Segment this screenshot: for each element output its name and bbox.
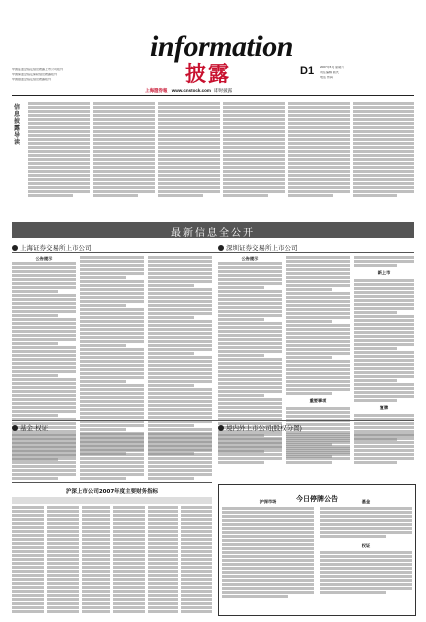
index-table-area — [28, 102, 414, 222]
today-sub-market: 沪深市场 — [259, 499, 277, 504]
masthead-right-1: 2007年5月 星期六 — [320, 66, 345, 69]
heading-important: 重要事项 — [309, 398, 327, 403]
sh-col-2 — [80, 256, 144, 456]
website-suffix: 即时披露 — [214, 88, 233, 93]
section-sh — [12, 243, 92, 252]
hk-col-2 — [286, 433, 350, 465]
hk-col-1 — [218, 433, 282, 465]
heading-new-listing: 新上市 — [377, 270, 391, 275]
index-label: 信息披露导读 — [14, 104, 21, 146]
section-bullet-icon — [218, 425, 224, 431]
today-box — [218, 484, 416, 616]
masthead-note-2: 中国保监会指定保险信息披露报刊 — [12, 73, 58, 76]
section-sh-title: 上海证券交易所上市公司 — [20, 245, 92, 252]
banner-title: 最新信息全公开 — [171, 228, 255, 239]
heading-resume: 复牌 — [379, 405, 389, 410]
section-code: D1 — [300, 65, 315, 77]
banner — [12, 222, 414, 238]
section-bullet-icon — [12, 425, 18, 431]
section-bullet-icon — [218, 245, 224, 251]
report-title: 沪深上市公司2007年度主要财务指标 — [65, 489, 159, 495]
section-sz — [218, 243, 298, 252]
masthead-note-3: 中国银监会指定信息披露报刊 — [12, 78, 52, 81]
section-fund — [12, 423, 48, 432]
hk-col-3 — [354, 433, 414, 465]
heading-notice: 公告提示 — [35, 256, 53, 261]
website-link[interactable]: www.cnstock.com — [171, 88, 211, 93]
masthead-note-1: 中国证监会指定信息披露上市公司报刊 — [12, 68, 64, 71]
paper-logo: 上海證券報 — [145, 88, 168, 93]
fund-col-1 — [12, 433, 76, 481]
paper-logo-strip — [145, 88, 232, 94]
today-sub-fund: 基金 — [361, 499, 371, 504]
heading-notice-sz: 公告提示 — [241, 256, 259, 261]
masthead-information-word: information — [150, 30, 293, 63]
section-hk-title: 境内外上市公司(股权分置) — [226, 425, 302, 432]
section-sz-title: 深圳证券交易所上市公司 — [226, 245, 298, 252]
today-sub-warrant: 权证 — [361, 543, 371, 548]
report-table — [12, 497, 212, 615]
sz-col-3 — [354, 256, 414, 442]
fund-col-2 — [80, 433, 144, 481]
fund-col-3 — [148, 433, 212, 481]
masthead-cn-title: 披露 — [185, 62, 231, 86]
section-fund-title: 基金·权证 — [20, 425, 49, 432]
sh-col-3 — [148, 256, 212, 456]
section-hk — [218, 423, 302, 432]
section-bullet-icon — [12, 245, 18, 251]
masthead-right-2: 责任编辑 版式 — [320, 71, 339, 74]
today-title-text: 今日停牌公告 — [296, 495, 338, 503]
masthead-right-3: 电话 传真 — [320, 76, 333, 79]
masthead — [0, 0, 426, 100]
